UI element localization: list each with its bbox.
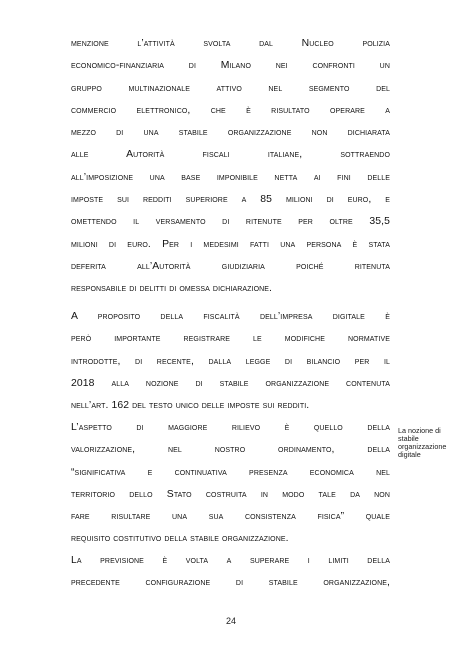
margin-note-line: stabile xyxy=(398,434,419,443)
page-number: 24 xyxy=(225,616,236,626)
text-line: requisito costitutivo della stabile organizzazione. xyxy=(71,533,289,545)
paragraph-3 xyxy=(71,417,390,551)
text-line: commercio elettronico, che è risultato operare a xyxy=(71,104,390,116)
margin-note xyxy=(398,427,458,459)
margin-note-line: La nozione di xyxy=(398,426,441,435)
text-line: A proposito della fiscalità dell’impresa digitale è xyxy=(71,311,390,322)
text-line: 2018 alla nozione di stabile organizzazione contenuta xyxy=(71,377,390,389)
margin-note-line: digitale xyxy=(398,450,421,459)
text-line: nell’art. 162 del testo unico delle imposte sui redditi. xyxy=(71,400,310,412)
text-line: “significativa e continuativa presenza economica nel xyxy=(71,466,390,478)
text-line: omettendo il versamento di ritenute per oltre 35,5 xyxy=(71,216,390,228)
text-line: però importante registrare le modifiche normative xyxy=(71,333,390,345)
text-line: La previsione è volta a superare i limiti della xyxy=(71,555,390,566)
text-line: precedente configurazione di stabile organizzazione, xyxy=(71,577,390,589)
text-line: deferita all’Autorità giudiziaria poiché ritenuta xyxy=(71,260,390,272)
paragraph-4 xyxy=(71,550,390,595)
paragraph-1 xyxy=(71,33,390,301)
text-line: valorizzazione, nel nostro ordinamento, della xyxy=(71,444,390,456)
text-line: responsabile di delitti di omessa dichiarazione. xyxy=(71,283,273,295)
text-line: territorio dello Stato costruita in modo tale da non xyxy=(71,488,390,500)
text-line: alle Autorità fiscali italiane, sottraendo xyxy=(71,149,390,161)
text-line: milioni di euro. Per i medesimi fatti una persona è stata xyxy=(71,238,390,250)
text-line: gruppo multinazionale attivo nel segmento del xyxy=(71,82,390,94)
margin-note-line: organizzazione xyxy=(398,442,447,451)
paragraph-2 xyxy=(71,306,390,417)
text-line: imposte sui redditi superiore a 85 milioni di euro, e xyxy=(71,194,390,206)
text-line: fare risultare una sua consistenza fisica” quale xyxy=(71,511,390,523)
text-line: menzione l’attività svolta dal Nucleo polizia xyxy=(71,38,390,49)
text-line: economico-finanziaria di Milano nei confronti un xyxy=(71,60,390,72)
text-line: mezzo di una stabile organizzazione non dichiarata xyxy=(71,127,390,139)
text-line: L’aspetto di maggiore rilievo è quello della xyxy=(71,422,390,433)
text-line: all’imposizione una base imponibile netta ai fini delle xyxy=(71,171,390,183)
text-line: introdotte, di recente, dalla legge di bilancio per il xyxy=(71,355,390,367)
